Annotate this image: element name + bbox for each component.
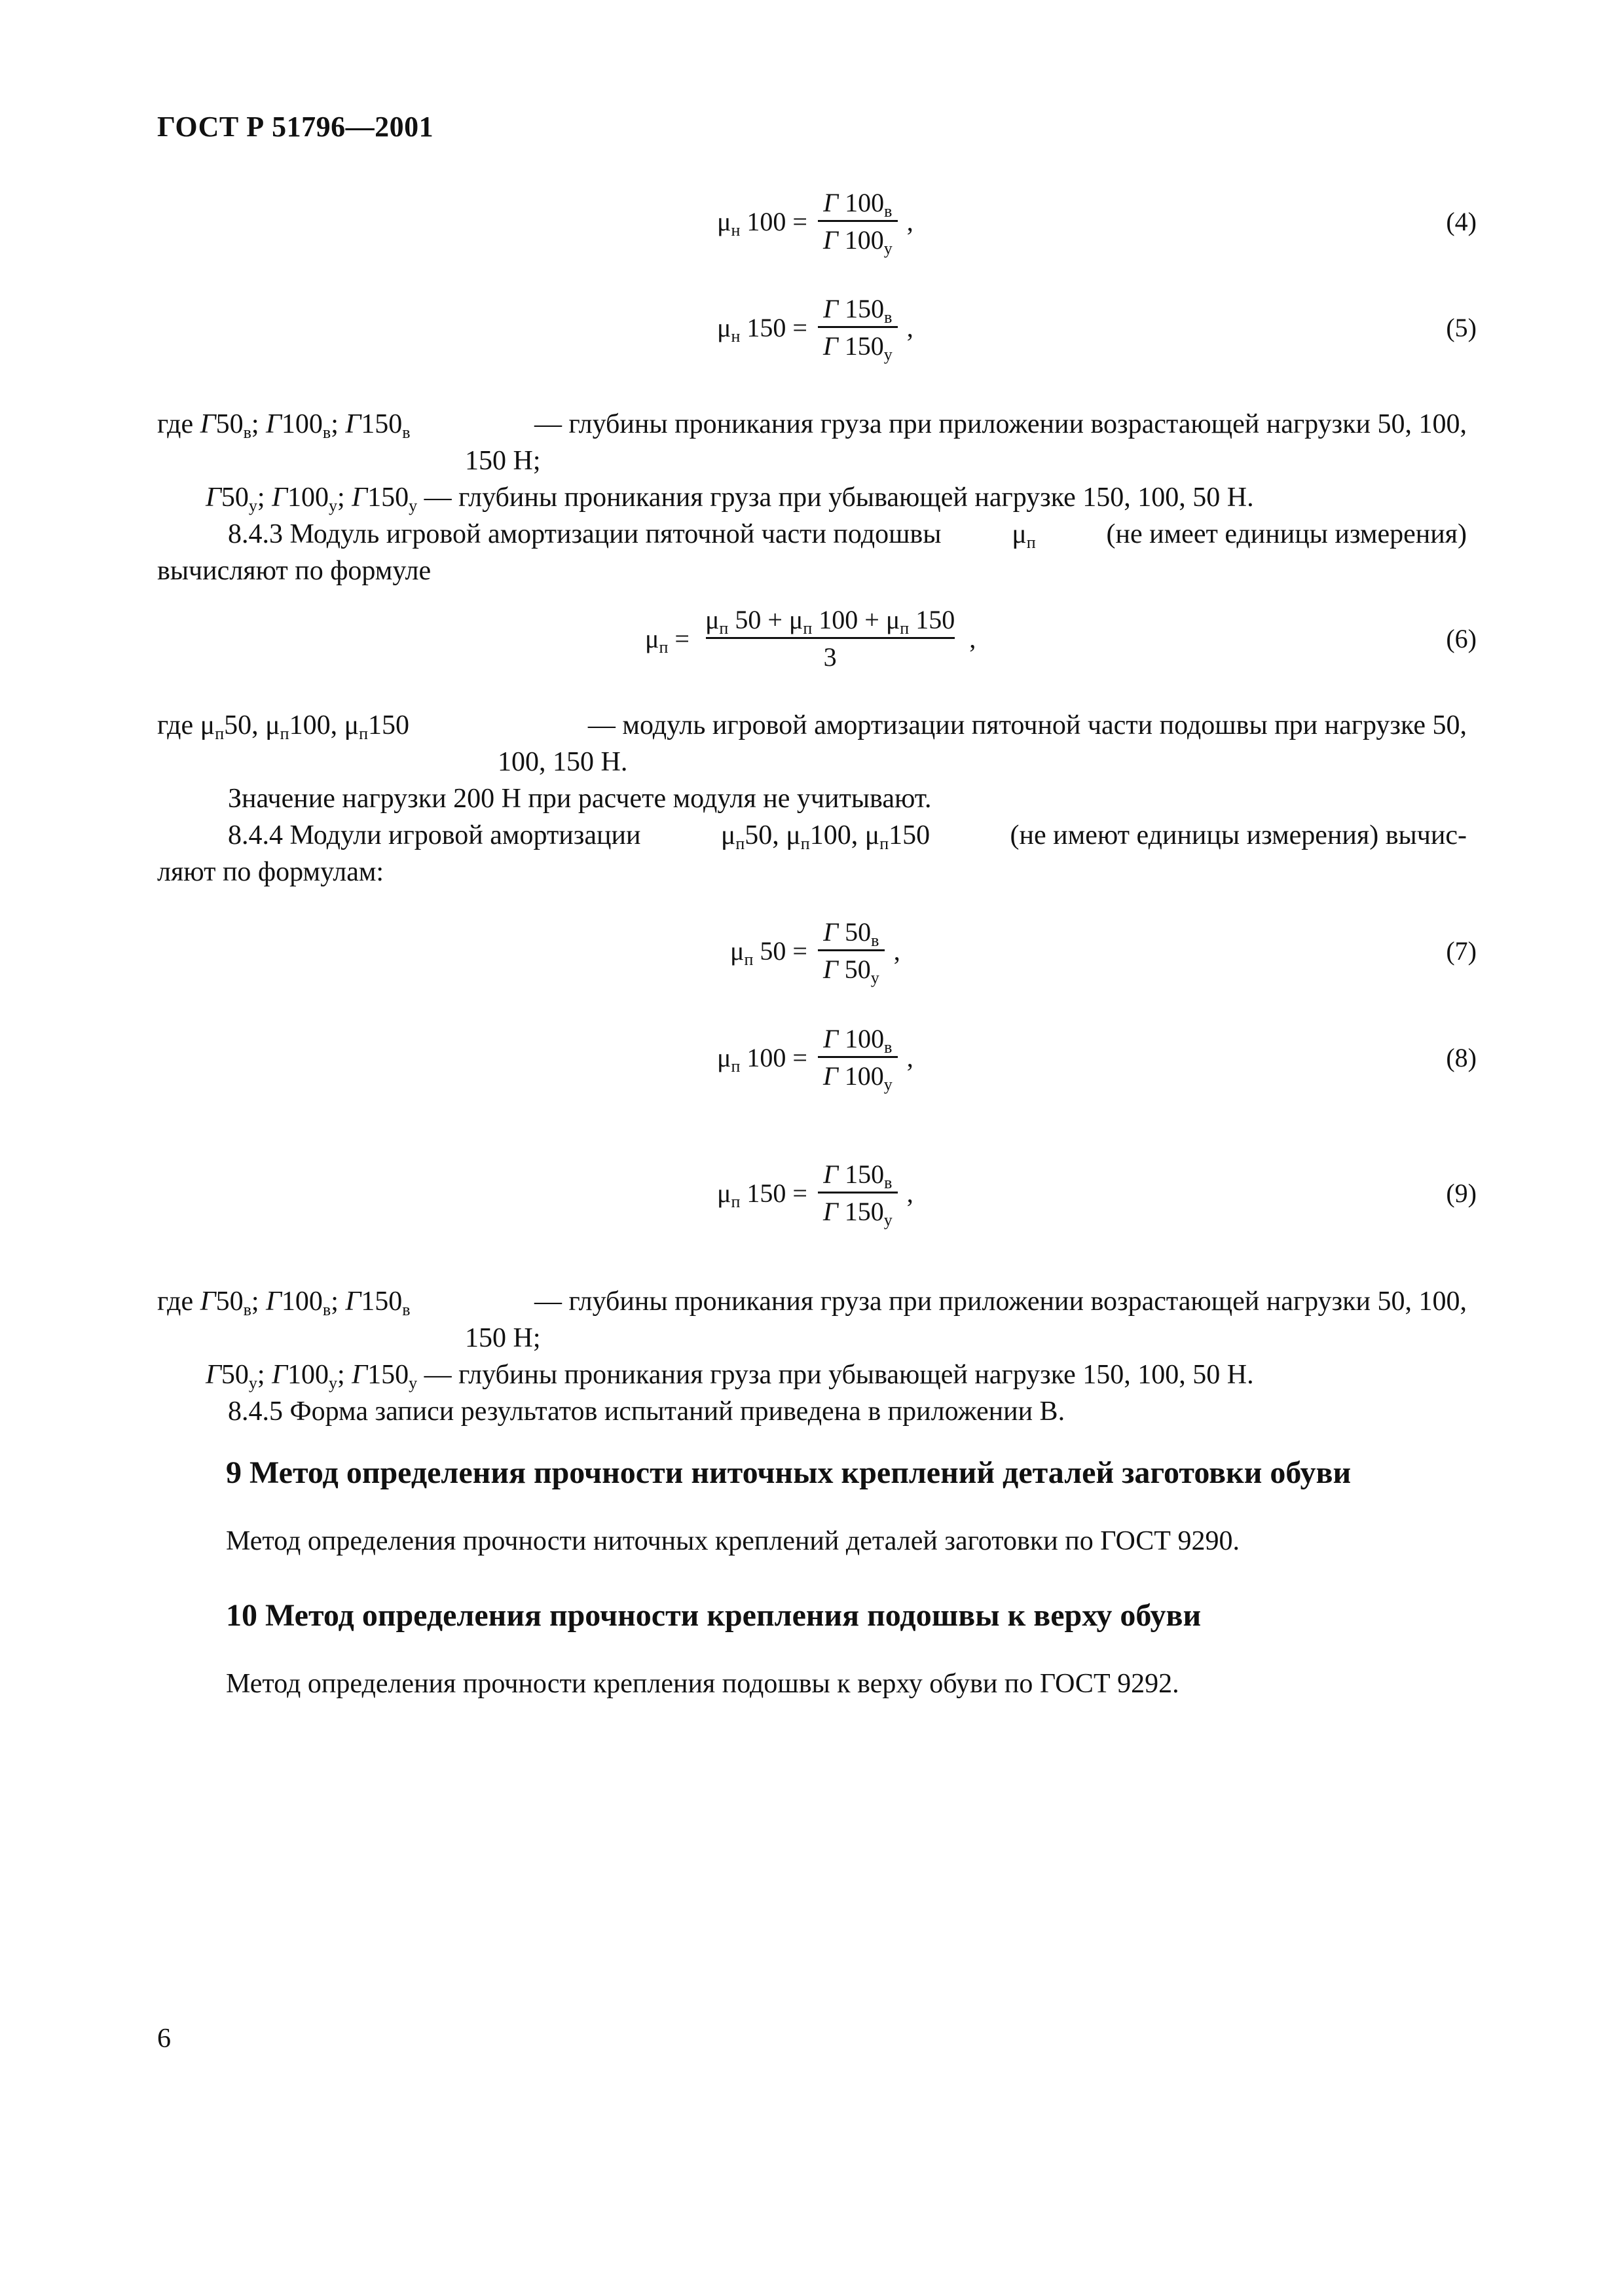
page-number: 6 [157, 2024, 171, 2054]
formula-6: $\mu_п$ = $\frac{\mu_п 50 + \mu_п 100 + \mu_п 150}{3}$ , (6) [0, 592, 1622, 684]
fraction: $\frac{Г 150_в}{Г 150_у}$ [818, 1161, 898, 1225]
formula-number: (5) [1446, 312, 1477, 342]
formula-7: $\mu_п$ 50 = $\frac{Г 50_в}{Г 50_у}$ , (7) [0, 905, 1622, 996]
section-9-title: 9 Метод определения прочности ниточных креплений деталей заготовки обуви [226, 1455, 1352, 1490]
section-10-title: 10 Метод определения прочности крепления подошвы к верху обуви [226, 1598, 1202, 1633]
section-10-text: Метод определения прочности крепления подошвы к верху обуви по ГОСТ 9292. [226, 1669, 1179, 1699]
formula-number: (8) [1446, 1042, 1477, 1072]
formula-5: $\mu_н$ 150 = $\frac{Г 150_в}{Г 150_у}$ , (5) [0, 282, 1622, 373]
formula-9: $\mu_п$ 150 = $\frac{Г 150_в}{Г 150_у}$ , (9) [0, 1147, 1622, 1239]
formula-number: (6) [1446, 623, 1477, 653]
formula-number: (7) [1446, 936, 1477, 966]
fraction: $\frac{Г 50_в}{Г 50_у}$ [818, 919, 885, 983]
where-block-1: где $Г50_в$; $Г100_в$; $Г150_в$ — глубины проникания груза при приложении возрастающей нагрузки 50, 100, 150 Н; $Г50_у$; $Г100_у$; $Г150_у$ — глубины проникания груза при убывающей нагрузке 150, 100, 50 Н. 8.4.3 Модуль игровой амортизации пяточной части подошвы $\mu_п$ (не имеет единицы измерения) вычисляют по формуле [157, 409, 1467, 586]
formula-8: $\mu_п$ 100 = $\frac{Г 100_в}{Г 100_у}$ , (8) [0, 1011, 1622, 1103]
formula-number: (9) [1446, 1178, 1477, 1208]
document-header: ГОСТ Р 51796—2001 [157, 111, 434, 143]
fraction: $\frac{Г 100_в}{Г 100_у}$ [818, 1026, 898, 1089]
fraction: $\frac{Г 150_в}{Г 150_у}$ [818, 296, 898, 359]
fraction: $\frac{Г 100_в}{Г 100_у}$ [818, 190, 898, 253]
formula-number: (4) [1446, 206, 1477, 236]
where-block-2: где $Г50_в$; $Г100_в$; $Г150_в$ — глубины проникания груза при приложении возрастающей нагрузки 50, 100, 150 Н; $Г50_у$; $Г100_у$; $Г150_у$ — глубины проникания груза при убывающей нагрузке 150, 100, 50 Н. 8.4.5 Форма записи результатов испытаний приведена в приложении В. [157, 1286, 1467, 1427]
section-9-text: Метод определения прочности ниточных креплений деталей заготовки по ГОСТ 9290. [226, 1526, 1240, 1556]
formula-4: $\mu_н$ 100 = $\frac{Г 100_в}{Г 100_у}$ , (4) [0, 175, 1622, 267]
where-block-6: где $\mu_п50$, $\mu_п100$, $\mu_п150$ — модуль игровой амортизации пяточной части подошвы при нагрузке 50, 100, 150 Н. Значение нагрузки 200 Н при расчете модуля не учитывают. 8.4.4 Модули игровой амортизации $\mu_п50$, $\mu_п100$, $\mu_п150$ (не имеют единицы измерения) вычис- ляют по формулам: [157, 710, 1467, 887]
fraction: $\frac{\mu_п 50 + \mu_п 100 + \mu_п 150}{3}$ [705, 604, 955, 672]
